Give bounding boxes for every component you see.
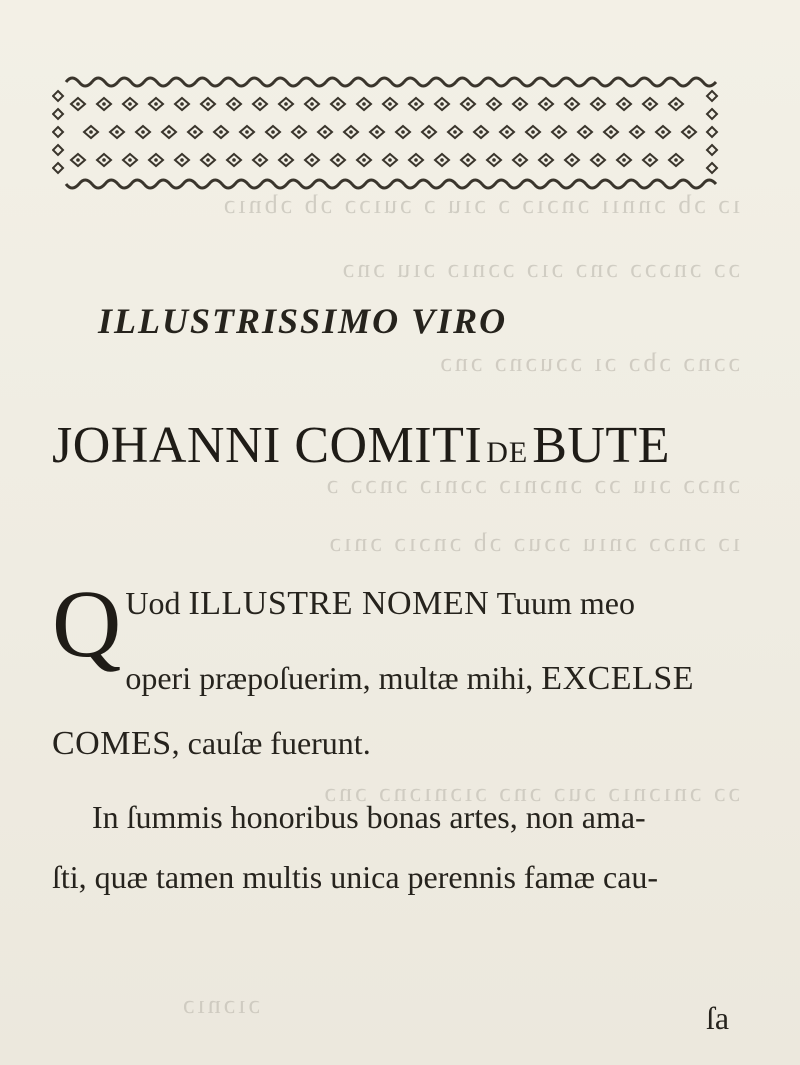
ornament-dot [232,158,236,162]
ornament-dot [466,158,470,162]
ornament-dot [674,158,678,162]
ornament-dot [76,158,80,162]
text-run-caps: EXCELSE [541,660,695,697]
ornament-dot [635,130,639,134]
ornament-dot [193,130,197,134]
text-run: Tuum meo [489,585,635,621]
ornament-dot [271,130,275,134]
ornament-dot [505,130,509,134]
bleed-through-text: ɔɔ ɔnıɔnıɔ ɔuɔ ɔnɔ ɔıɔnıɔnɔ ɔnɔ [321,778,740,804]
ornament-dot [661,130,665,134]
paragraph-two-line-2: ſti, quæ tamen multis unica perennis famæ cau- [52,859,659,895]
ornament-dot [297,130,301,134]
ornament-dot [154,102,158,106]
ornament-dot [180,158,184,162]
ornament-dot [115,130,119,134]
addressee-particle: DE [486,436,529,469]
text-run-caps: COMES [52,725,172,762]
ornament-dot [440,102,444,106]
ornament-edge-diamond [707,145,717,155]
dedication-heading: ILLUSTRISSIMO VIRO [98,301,508,341]
ornament-dot [609,130,613,134]
ornament-dot [596,102,600,106]
ornament-dot [76,102,80,106]
ornament-dot [310,158,314,162]
ornament-dot [245,130,249,134]
paragraph-one [52,570,752,765]
ornament-dot [349,130,353,134]
paragraph-one-line-2 [52,657,752,700]
ornament-dot [310,102,314,106]
ornament-edge-diamond [707,163,717,173]
bleed-through-text: ıɔ ɔb ɔnnıı ɔnɔıɔ ɔ ɔıu ɔ ɔuıɔɔ ɔb ɔbnıɔ [220,190,740,216]
ornament-dot [583,130,587,134]
bleed-through-text: ɔıɔnıɔ [179,990,260,1016]
ornament-scroll-border [66,180,716,188]
ornament-dot [258,158,262,162]
ornament-dot [401,130,405,134]
ornament-dot [414,102,418,106]
ornament-edge-diamond [707,127,717,137]
ornament-dot [440,158,444,162]
ornament-dot [232,102,236,106]
bleed-through-text: ɔnɔɔ ɔıu ɔɔ ɔnɔnıɔ ɔɔnıɔ ɔnɔɔ ɔ [323,470,740,496]
addressee-name [52,416,752,475]
ornament-dot [219,130,223,134]
ornament-dot [167,130,171,134]
ornament-dot [128,158,132,162]
paragraph-two-line-1: In ſummis honoribus bonas artes, non ama- [92,799,646,835]
ornament-dot [388,158,392,162]
ornament-dot [596,158,600,162]
ornament-dot [102,158,106,162]
ornament-dot [544,102,548,106]
ornament-dot [89,130,93,134]
ornament-dot [128,102,132,106]
ornament-dot [336,158,340,162]
paragraph-one-line-1 [52,582,752,625]
ornament-dot [323,130,327,134]
ornament-dot [570,102,574,106]
ornament-edge-diamond [53,163,63,173]
ornament-dot [622,158,626,162]
paragraph-one-line-3 [52,722,752,765]
ornament-dot [492,102,496,106]
ornament-dot [362,158,366,162]
ornament-edge-diamond [53,145,63,155]
ornament-dot [544,158,548,162]
drop-capital: Q [52,570,122,677]
ornament-dot [531,130,535,134]
ornament-dot [180,102,184,106]
paragraph-two [52,796,792,898]
addressee-title: BUTE [532,417,670,474]
ornament-dot [258,102,262,106]
ornament-dot [622,102,626,106]
ornament-dot [141,130,145,134]
ornament-dot [648,158,652,162]
ornament-edge-diamond [707,109,717,119]
text-run: operi præpoſuerim, multæ mihi, [125,660,542,696]
ornament-edge-diamond [53,109,63,119]
ornament-dot [102,102,106,106]
ornament-dot [388,102,392,106]
ornament-dot [206,158,210,162]
ornament-dot [557,130,561,134]
ornament-dot [518,158,522,162]
text-run: Uod [125,585,189,621]
ornament-dot [466,102,470,106]
ornament-dot [518,102,522,106]
ornament-dot [284,158,288,162]
text-run: , cauſæ fuerunt. [171,725,371,761]
ornament-edge-diamond [707,91,717,101]
ornament-dot [674,102,678,106]
ornament-scroll-border [66,78,716,86]
bleed-through-text: ɔɔnɔ ɔbɔ ɔı ɔɔuɔnɔ ɔnɔ [437,348,740,374]
ornament-dot [362,102,366,106]
addressee-name-main: JOHANNI COMITI [52,417,483,474]
ornament-dot [414,158,418,162]
ornament-dot [284,102,288,106]
bleed-through-text: ɔɔ ɔnɔɔɔ ɔnɔ ɔıɔ ɔɔnıɔ ɔıu ɔnɔ [339,254,740,280]
ornament-dot [687,130,691,134]
catchword: ſa [706,1000,730,1036]
ornament-dot [336,102,340,106]
ornament-edge-diamond [53,91,63,101]
bleed-through-text: ıɔ ɔnɔɔ ɔnıu ɔɔuɔ ɔb ɔnɔıɔ ɔnıɔ [326,528,740,554]
ornament-dot [648,102,652,106]
ornament-edge-diamond [53,127,63,137]
ornament-dot [570,158,574,162]
ornament-dot [375,130,379,134]
ornament-dot [154,158,158,162]
ornament-dot [479,130,483,134]
ornament-dot [492,158,496,162]
ornamental-headpiece [52,74,720,192]
ornament-dot [206,102,210,106]
ornament-dot [453,130,457,134]
text-run-caps: ILLUSTRE NOMEN [188,585,490,622]
ornament-dot [427,130,431,134]
